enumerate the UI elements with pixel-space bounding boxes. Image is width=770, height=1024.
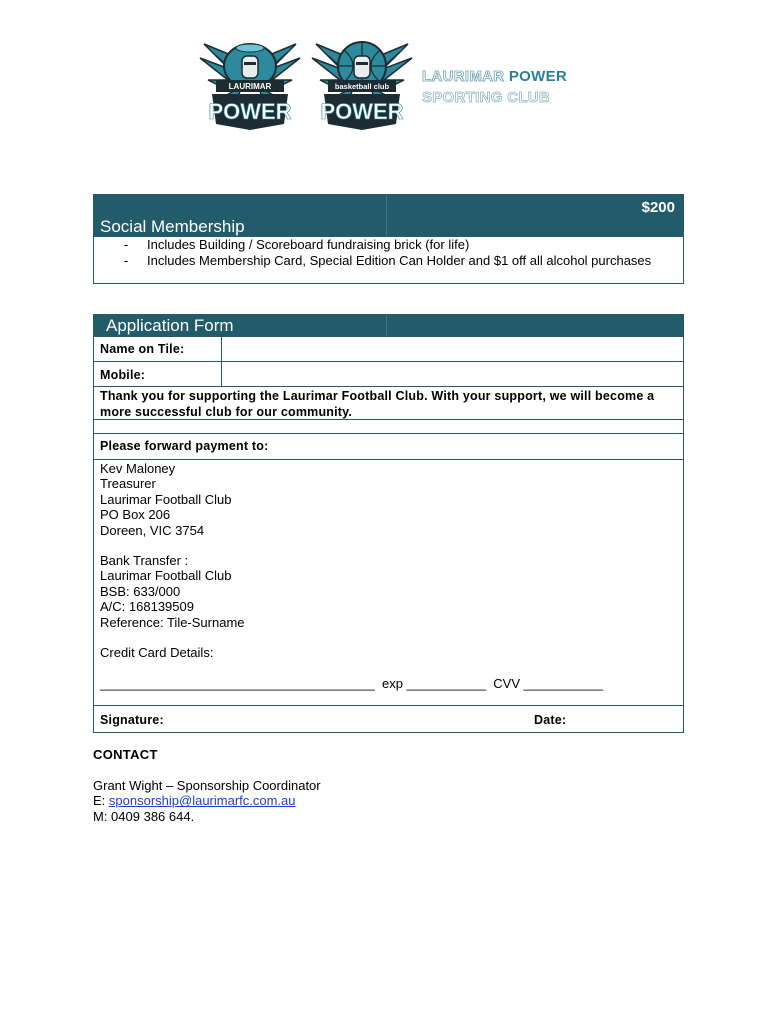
bank-line: Laurimar Football Club [100,568,232,584]
contact-heading: CONTACT [93,747,158,762]
signature-row [94,705,683,734]
bank-line: Reference: Tile-Surname [100,614,245,630]
football-club-badge [198,40,298,132]
club-name [422,66,567,108]
mobile-label: Mobile: [100,368,146,382]
bank-transfer-details [100,553,245,630]
address-line: Kev Maloney [100,461,176,476]
contact-email-line [93,793,321,808]
address-line: Laurimar Football Club [100,491,232,507]
name-on-tile-field[interactable] [222,337,683,361]
treasurer-address [100,461,232,538]
address-line: Doreen, VIC 3754 [100,522,205,538]
contact-name: Grant Wight – Sponsorship Coordinator [93,778,321,793]
badge1-top-text: LAURIMAR [228,82,272,91]
spacer-row [94,419,683,434]
payment-details [94,459,683,706]
membership-title: Social Membership [100,217,245,236]
date-label: Date: [534,713,567,727]
name-on-tile-label: Name on Tile: [100,342,185,356]
bullet-item: Includes Membership Card, Special Edition Can Holder and $1 off all alcohol purchases [147,253,652,268]
address-line: Treasurer [100,476,156,492]
email-link[interactable]: sponsorship@laurimarfc.com.au [108,793,296,809]
badge1-word: POWER [208,99,292,124]
contact-section [93,747,321,824]
membership-price: $200 [641,199,675,216]
email-prefix: E: [93,793,109,809]
credit-card-line[interactable]: ______________________________________ exp ___________ CVV ___________ [100,676,604,691]
address-line: PO Box 206 [100,507,171,523]
form-title: Application Form [106,316,234,335]
credit-card-label: Credit Card Details: [100,645,214,660]
club-name-power: POWER [508,68,568,85]
basketball-club-badge [310,40,410,132]
membership-box: Social Membership $200 - Includes Building / Scoreboard fundraising brick (for life) - Includes Membership Card, Special Edition Can Holder and $1 off all alcohol purchases [93,194,684,284]
badge2-top-text: basketball club [334,82,390,91]
thanks-text: Thank you for supporting the Laurimar Football Club. With your support, we will become a more successful club for our community. [100,389,655,419]
form-header [94,315,683,336]
mobile-row [94,361,683,387]
thanks-row [94,386,683,420]
signature-label: Signature: [100,713,164,727]
forward-row [94,433,683,460]
bank-line: BSB: 633/000 [100,583,181,599]
membership-header [94,195,683,237]
club-logo [198,40,578,132]
badge2-word: POWER [320,99,404,124]
bullet-item: Includes Building / Scoreboard fundraising brick (for life) [147,237,470,252]
bank-line: Bank Transfer : [100,553,189,568]
mobile-field[interactable] [222,362,683,387]
club-name-sporting: SPORTING CLUB [422,89,551,106]
bank-line: A/C: 168139509 [100,599,194,615]
forward-label: Please forward payment to: [100,439,269,453]
club-name-laurimar: LAURIMAR [422,68,509,85]
name-on-tile-row [94,336,683,361]
application-form [93,314,684,733]
contact-mobile: M: 0409 386 644. [93,808,195,824]
